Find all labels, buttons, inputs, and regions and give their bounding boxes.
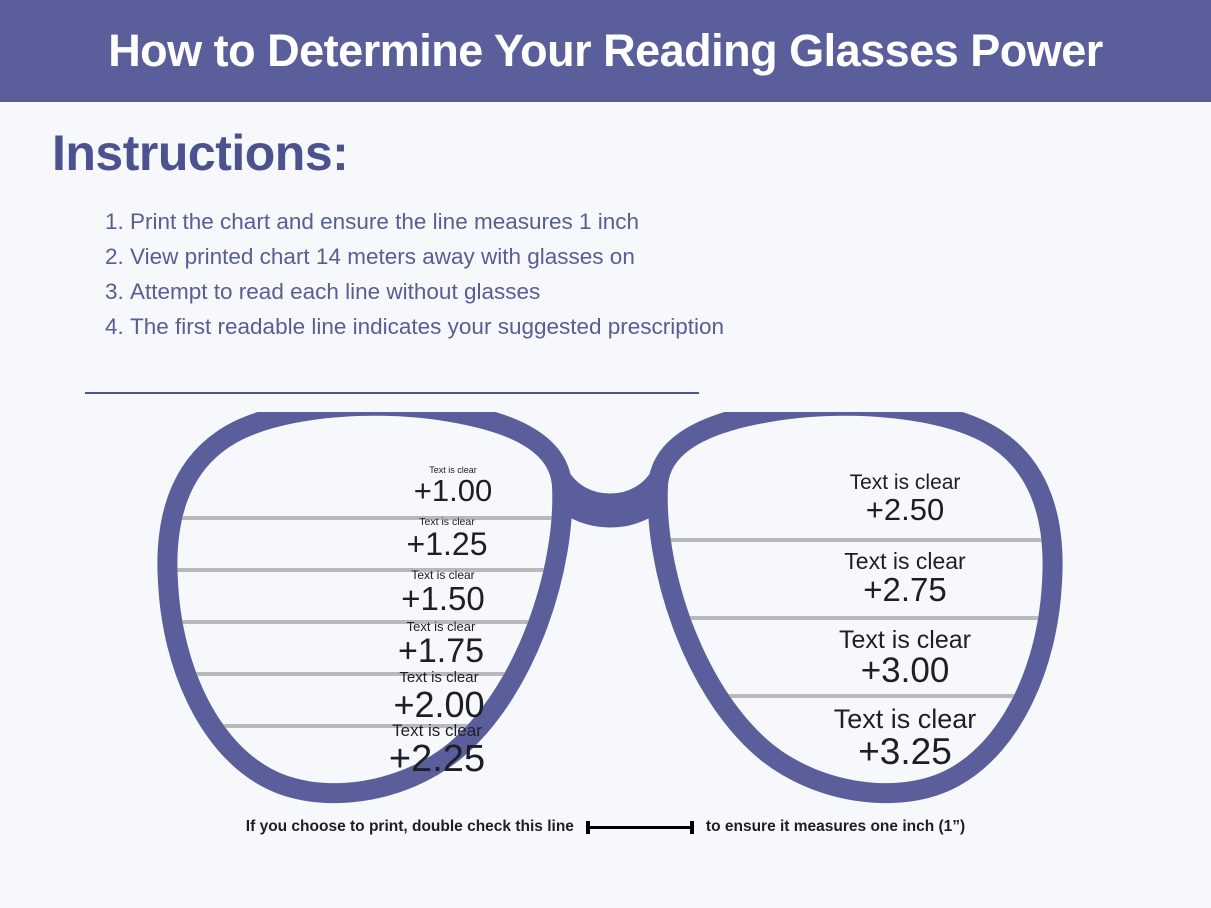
ruler-instruction <box>0 818 1211 836</box>
left-lens-row-5 <box>284 670 594 724</box>
clear-label: Text is clear <box>399 669 479 686</box>
left-lens-row-6 <box>282 722 592 780</box>
clear-label: Text is clear <box>406 619 476 634</box>
right-lens-row-2 <box>740 549 1070 608</box>
list-item: 2. View printed chart 14 meters away with glasses on <box>130 239 728 274</box>
right-lens-row-3 <box>740 627 1070 690</box>
ruler-cap-right <box>690 821 694 834</box>
clear-label: Text is clear <box>392 721 482 740</box>
list-item: 3. Attempt to read each line without glasses <box>130 274 728 309</box>
ruler-cap-left <box>586 821 590 834</box>
power-value: +2.75 <box>863 571 947 609</box>
list-item: 1. Print the chart and ensure the line measures 1 inch <box>130 204 728 239</box>
left-lens-row-4 <box>286 620 596 669</box>
ruler-text-after: to ensure it measures one inch (1”) <box>705 818 966 835</box>
clear-label: Text is clear <box>844 548 966 574</box>
power-value: +3.00 <box>860 651 950 691</box>
clear-label: Text is clear <box>419 516 475 528</box>
one-inch-ruler-icon <box>586 820 694 834</box>
power-value: +1.00 <box>413 473 493 509</box>
power-value: +2.50 <box>865 492 945 528</box>
page-title: How to Determine Your Reading Glasses Power <box>108 25 1103 76</box>
power-value: +1.50 <box>401 579 485 617</box>
instructions-heading: Instructions: <box>52 125 349 181</box>
ruler-bar <box>586 826 694 829</box>
left-lens-row-2 <box>292 517 602 562</box>
power-value: +1.75 <box>397 631 485 670</box>
right-lens-row-1 <box>740 472 1070 527</box>
list-item: 4. The first readable line indicates your suggested prescription <box>130 309 728 344</box>
clear-label: Text is clear <box>833 704 977 734</box>
instructions-list <box>88 204 728 344</box>
clear-label: Text is clear <box>839 626 971 654</box>
power-value: +1.25 <box>406 526 488 563</box>
clear-label: Text is clear <box>411 568 475 582</box>
left-lens-row-3 <box>288 569 598 616</box>
right-lens-row-4 <box>740 705 1070 772</box>
power-value: +2.25 <box>388 737 486 780</box>
ruler-text-before: If you choose to print, double check this line <box>245 818 574 835</box>
glasses-chart <box>120 412 1100 812</box>
power-value: +3.25 <box>858 731 952 773</box>
clear-label: Text is clear <box>849 471 961 494</box>
header-banner <box>0 0 1211 102</box>
clear-label: Text is clear <box>429 465 477 475</box>
power-value: +2.00 <box>393 683 485 725</box>
section-divider <box>85 392 699 394</box>
left-lens-row-1 <box>298 466 608 508</box>
